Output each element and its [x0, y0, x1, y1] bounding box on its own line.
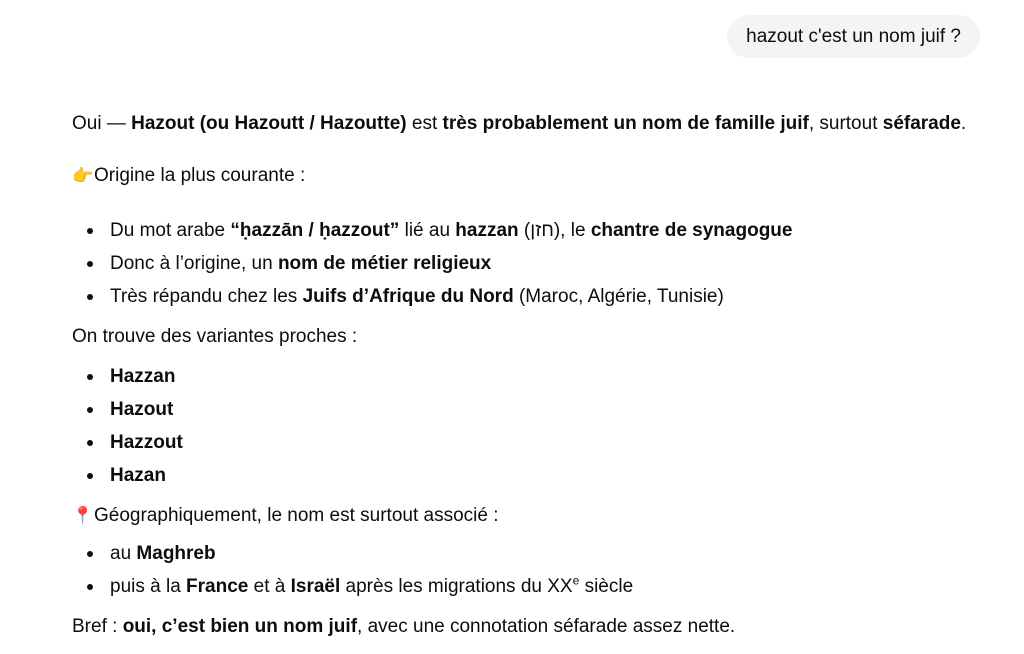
- list-item: Donc à l’origine, un nom de métier religieux: [72, 247, 992, 280]
- origin-heading: [72, 162, 992, 189]
- intro-bold-sefarade: séfarade: [882, 113, 961, 134]
- intro-text: Oui —: [72, 113, 132, 134]
- list-item: Du mot arabe “ḥazzān / ḥazzout” lié au hazzan (חזן), le chantre de synagogue: [72, 214, 992, 247]
- variants-heading: On trouve des variantes proches :: [72, 326, 358, 347]
- intro-text: est: [406, 113, 443, 134]
- intro-bold-claim: très probablement un nom de famille juif: [442, 113, 809, 134]
- list-item: puis à la France et à Israël après les migrations du XXe siècle: [72, 570, 992, 603]
- list-item: au Maghreb: [72, 537, 992, 570]
- geo-heading: [72, 502, 992, 529]
- geo-heading-text: Géographiquement, le nom est surtout associé :: [94, 505, 499, 526]
- origin-heading-text: Origine la plus courante :: [94, 165, 306, 186]
- list-item: Très répandu chez les Juifs d’Afrique du Nord (Maroc, Algérie, Tunisie): [72, 280, 992, 313]
- conclusion-bold: oui, c’est bien un nom juif: [122, 616, 358, 637]
- intro-paragraph: [72, 110, 992, 137]
- pointing-hand-icon: 👉: [72, 166, 94, 185]
- origin-list: [72, 214, 992, 313]
- conclusion-paragraph: Bref : oui, c’est bien un nom juif, avec une connotation séfarade assez nette.: [72, 616, 736, 637]
- list-item: Hazan: [72, 459, 992, 492]
- variants-list: [72, 360, 992, 492]
- geo-list: [72, 537, 992, 603]
- intro-text: , surtout: [808, 113, 883, 134]
- user-message-text: hazout c'est un nom juif ?: [746, 26, 961, 47]
- list-item: Hazzout: [72, 426, 992, 459]
- list-item: Hazout: [72, 393, 992, 426]
- assistant-message: [72, 110, 992, 640]
- intro-text: .: [960, 113, 967, 134]
- pin-icon: 📍: [72, 506, 94, 525]
- user-message-bubble: [727, 15, 980, 58]
- list-item: Hazzan: [72, 360, 992, 393]
- intro-bold-name: Hazout (ou Hazoutt / Hazoutte): [131, 113, 407, 134]
